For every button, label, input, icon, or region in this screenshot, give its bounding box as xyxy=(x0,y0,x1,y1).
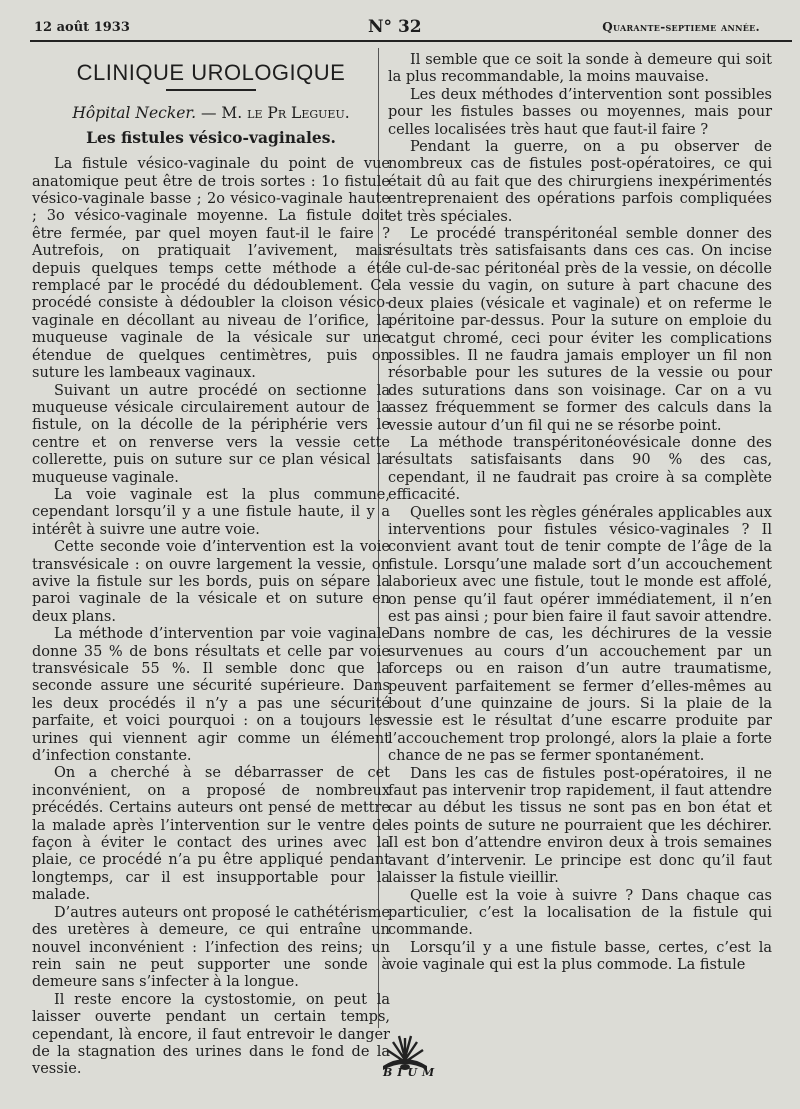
section-title: CLINIQUE UROLOGIQUE xyxy=(76,60,346,85)
paragraph: Il reste encore la cystostomie, on peut la laisser ouverte pendant un certain temps, cependant, là encore, il faut entrevoir le danger de la stagnation des urines dans le fond de la vessie. xyxy=(32,991,390,1078)
paragraph: La fistule vésico-vaginale du point de vue anatomique peut être de trois sortes : 1o fistule vésico-vaginale basse ; 2o vésico-vaginale haute ; 3o vésico-vaginale moyenne. La fistule doit être fermée, par quel moyen faut-il le faire ? Autrefois, on pratiquait l’avivement, mais depuis quelques temps cette méthode a été remplacé par le procédé du dédoublement. Ce procédé consiste à dédoubler la cloison vésico-vaginale en décollant au niveau de l’orifice, la muqueuse vaginale de la vésicale sur une étendue de quelques centimètres, puis on suture les lambeaux vaginaux. xyxy=(32,156,390,382)
publication-year: Quarante-septieme année. xyxy=(602,20,760,34)
header-rule xyxy=(30,40,792,42)
paragraph: Cette seconde voie d’intervention est la voie transvésicale : on ouvre largement la vessie, on avive la fistule sur les bords, puis on sépare la paroi vaginale de la vésicale et on suture en deux plans. xyxy=(32,539,390,625)
left-column xyxy=(32,48,390,1079)
paragraph: Il semble que ce soit la sonde à demeure qui soit la plus recommandable, la moins mauvaise. xyxy=(388,52,772,86)
author-name: — M. le Pr Legueu. xyxy=(200,104,350,123)
issue-number: N° 32 xyxy=(368,17,422,37)
paragraph: Le procédé transpéritonéal semble donner des résultats très satisfaisants dans ces cas. On incise le cul-de-sac péritonéal près de la vessie, on décolle la vessie du vagin, on suture à part chacune des deux plaies (vésicale et vaginale) et on referme le péritoine par-dessus. Pour la suture on emploie du catgut chromé, ceci pour éviter les complications possibles. Il ne faudra jamais employer un fil non résorbable pour les sutures de la vessie ou pour des suturations dans son voisinage. Car on a vu assez fréquemment se former des calculs dans la vessie autour d’un fil qui ne se résorbe point. xyxy=(388,226,772,434)
article-heading: Les fistules vésico-vaginales. xyxy=(86,127,336,147)
paragraph: Quelle est la voie à suivre ? Dans chaque cas particulier, c’est la localisation de la fistule qui commande. xyxy=(388,887,772,939)
title-rule xyxy=(166,89,256,91)
right-column xyxy=(388,52,772,975)
paragraph: Suivant un autre procédé on sectionne la muqueuse vésicale circulairement autour de la fistule, on la décolle de la périphérie vers le centre et on renverse vers la vessie cette collerette, puis on suture sur ce plan vésical la muqueuse vaginale. xyxy=(32,382,390,486)
right-paragraphs xyxy=(388,52,772,975)
paragraph: D’autres auteurs ont proposé le cathétérisme des uretères à demeure, ce qui entraîne un nouvel inconvénient : l’infection des reins; un rein sain ne peut supporter une sonde à demeure sans s’infecter à la longue. xyxy=(32,904,390,991)
left-paragraphs xyxy=(32,156,390,1079)
page-header xyxy=(0,0,800,40)
paragraph: La méthode transpéritonéovésicale donne des résultats satisfaisants dans 90 % des cas, cependant, il ne faudrait pas croire à sa complète efficacité. xyxy=(388,434,772,504)
paragraph: Pendant la guerre, on a pu observer de nombreux cas de fistules post-opératoires, ce qui était dû au fait que des chirurgiens inexpérimentés entreprenaient des opérations parfois compliquées et très spéciales. xyxy=(388,139,772,225)
paragraph: On a cherché à se débarrasser de cet inconvénient, on a proposé de nombreux précédés. Certains auteurs ont pensé de mettre la malade après l’intervention sur le ventre de façon à éviter le contact des urines avec la plaie, ce procédé n’a pu être appliqué pendant longtemps, car il est insupportable pour la malade. xyxy=(32,765,390,904)
paragraph: Dans les cas de fistules post-opératoires, il ne faut pas intervenir trop rapidement, il faut attendre car au début les tissus ne sont pas en bon état et les points de suture ne pourraient que les déchirer. Il est bon d’attendre environ deux à trois semaines avant d’intervenir. Le principe est donc qu’il faut laisser la fistule vieillir. xyxy=(388,765,772,887)
paragraph: La voie vaginale est la plus commune, cependant lorsqu’il y a une fistule haute, il y a intérêt à suivre une autre voie. xyxy=(32,486,390,538)
paragraph: Les deux méthodes d’intervention sont possibles pour les fistules basses ou moyennes, mais pour celles localisées très haut que faut-il faire ? xyxy=(388,86,772,138)
hospital-name: Hôpital Necker. xyxy=(72,104,197,123)
paragraph: La méthode d’intervention par voie vaginale donne 35 % de bons résultats et celle par voie transvésicale 55 %. Il semble donc que la seconde assure une sécurité supérieure. Dans les deux procédés il n’y a pas une sécurité parfaite, et voici pourquoi : on a toujours les urines qui viennent agir comme un élément d’infection constante. xyxy=(32,626,390,765)
byline xyxy=(32,105,390,122)
bium-logo-text: BIUM xyxy=(383,1066,440,1079)
paragraph: Lorsqu’il y a une fistule basse, certes, c’est la voie vaginale qui est la plus commode. La fistule xyxy=(388,939,772,974)
paragraph: Quelles sont les règles générales applicables aux interventions pour fistules vésico-vaginales ? Il convient avant tout de tenir compte de l’âge de la fistule. Lorsqu’une malade sort d’un accouchement laborieux avec une fistule, tout le monde est affolé, on pense qu’il faut opérer immédiatement, il n’en est pas ainsi ; pour bien faire il faut savoir attendre. Dans nombre de cas, les déchirures de la vessie survenues au cours d’un accouchement par un forceps ou en raison d’un autre traumatisme, peuvent parfaitement se fermer d’elles-mêmes au bout d’une quinzaine de jours. Si la plaie de la vessie est le résultat d’une escarre produite par l’accouchement trop prolongé, alors la plaie a forte chance de ne pas se fermer spontanément. xyxy=(388,504,772,765)
bium-book-logo-icon xyxy=(375,1030,435,1100)
issue-date: 12 août 1933 xyxy=(34,20,130,35)
